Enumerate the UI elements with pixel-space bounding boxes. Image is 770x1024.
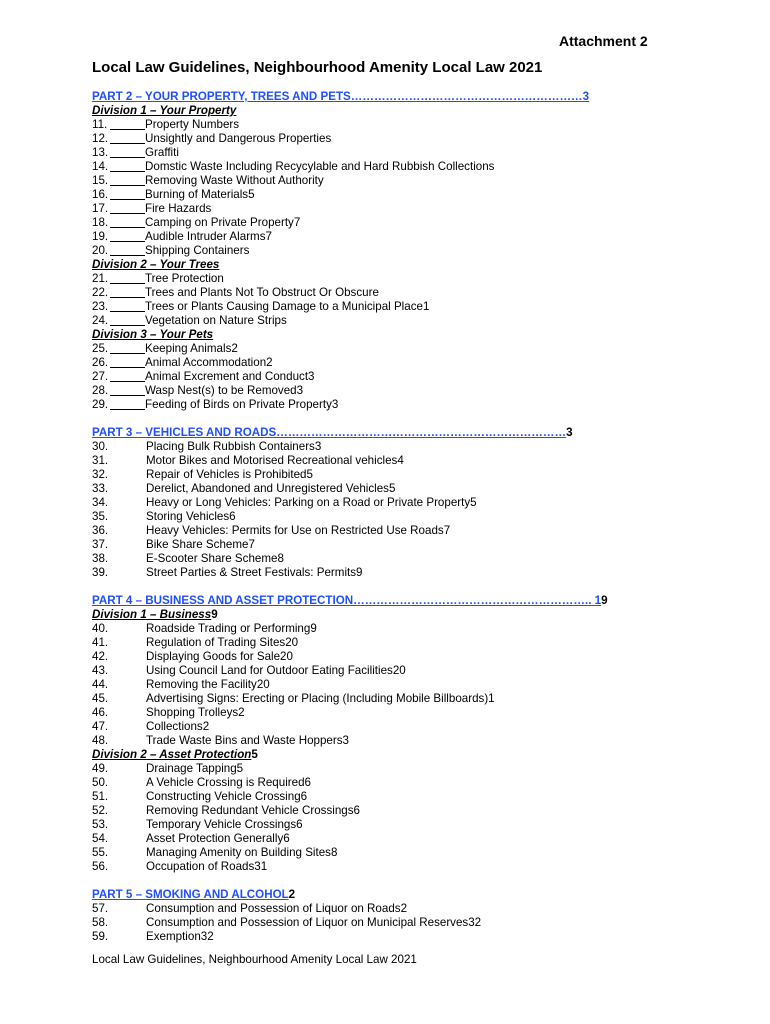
toc-entry[interactable]	[92, 706, 692, 720]
toc-entry[interactable]	[92, 370, 692, 384]
entry-number: 45.	[92, 692, 109, 705]
entry-title: Regulation of Trading Sites20	[146, 636, 299, 649]
toc-entry[interactable]	[92, 300, 692, 314]
toc-division-heading[interactable]	[92, 104, 692, 118]
toc-part-heading[interactable]	[92, 888, 692, 902]
toc-entry[interactable]	[92, 692, 692, 706]
entry-number: 16.	[92, 188, 109, 201]
toc-entry[interactable]	[92, 734, 692, 748]
entry-number: 33.	[92, 482, 109, 495]
entry-title: Animal Accommodation2	[145, 356, 273, 369]
entry-number: 59.	[92, 930, 109, 943]
toc-entry[interactable]	[92, 244, 692, 258]
entry-title: Derelict, Abandoned and Unregistered Vehicles5	[146, 482, 396, 495]
entry-blank-line	[110, 230, 145, 242]
entry-number: 52.	[92, 804, 109, 817]
toc-division-heading[interactable]	[92, 258, 692, 272]
entry-title: Consumption and Possession of Liquor on Municipal Reserves32	[146, 916, 482, 929]
entry-title: Asset Protection Generally6	[146, 832, 290, 845]
entry-title: Graffiti	[145, 146, 179, 159]
entry-title: Shopping Trolleys2	[146, 706, 245, 719]
entry-title: Trees and Plants Not To Obstruct Or Obscure	[145, 286, 379, 299]
toc-part-heading[interactable]	[92, 594, 692, 608]
entry-blank-line	[110, 342, 145, 354]
entry-number: 43.	[92, 664, 109, 677]
entry-blank-line	[110, 356, 145, 368]
toc-entry[interactable]	[92, 314, 692, 328]
entry-blank-line	[110, 188, 145, 200]
entry-number: 58.	[92, 916, 109, 929]
toc-entry[interactable]	[92, 440, 692, 454]
entry-number: 17.	[92, 202, 109, 215]
entry-title: Property Numbers	[145, 118, 240, 131]
entry-blank-line	[110, 398, 145, 410]
section-spacer	[92, 580, 692, 594]
entry-title: Vegetation on Nature Strips	[145, 314, 287, 327]
entry-number: 26.	[92, 356, 109, 369]
entry-title: Burning of Materials5	[145, 188, 255, 201]
toc-entry[interactable]	[92, 622, 692, 636]
entry-title: Placing Bulk Rubbish Containers3	[146, 440, 322, 453]
entry-number: 51.	[92, 790, 109, 803]
entry-number: 49.	[92, 762, 109, 775]
toc-entry[interactable]	[92, 846, 692, 860]
entry-number: 54.	[92, 832, 109, 845]
toc-entry[interactable]	[92, 832, 692, 846]
entry-title: Heavy or Long Vehicles: Parking on a Road or Private Property5	[146, 496, 477, 509]
division-label: Division 1 – Business	[92, 608, 212, 621]
entry-number: 31.	[92, 454, 109, 467]
toc-entry[interactable]	[92, 398, 692, 412]
toc-page-number: 3	[582, 90, 590, 103]
section-spacer	[92, 412, 692, 426]
entry-blank-line	[110, 300, 145, 312]
entry-title: Motor Bikes and Motorised Recreational vehicles4	[146, 454, 404, 467]
entry-number: 44.	[92, 678, 109, 691]
entry-title: Using Council Land for Outdoor Eating Facilities20	[146, 664, 406, 677]
toc-entry[interactable]	[92, 454, 692, 468]
toc-entry[interactable]	[92, 720, 692, 734]
toc-entry[interactable]	[92, 286, 692, 300]
entry-blank-line	[110, 286, 145, 298]
toc-entry[interactable]	[92, 790, 692, 804]
entry-blank-line	[110, 132, 145, 144]
entry-blank-line	[110, 314, 145, 326]
entry-title: Fire Hazards	[145, 202, 212, 215]
entry-title: A Vehicle Crossing is Required6	[146, 776, 311, 789]
entry-blank-line	[110, 118, 145, 130]
entry-number: 36.	[92, 524, 109, 537]
toc-entry[interactable]	[92, 216, 692, 230]
entry-number: 41.	[92, 636, 109, 649]
toc-page-number: 9	[211, 608, 218, 621]
division-label: Division 2 – Your Trees	[92, 258, 220, 271]
toc-entry[interactable]	[92, 356, 692, 370]
entry-title: Camping on Private Property7	[145, 216, 301, 229]
entry-title: E-Scooter Share Scheme8	[146, 552, 284, 565]
entry-title: Audible Intruder Alarms7	[145, 230, 272, 243]
entry-title: Removing Waste Without Authority	[145, 174, 324, 187]
entry-title: Storing Vehicles6	[146, 510, 236, 523]
entry-number: 35.	[92, 510, 109, 523]
entry-title: Unsightly and Dangerous Properties	[145, 132, 332, 145]
division-label: Division 2 – Asset Protection	[92, 748, 252, 761]
entry-title: Temporary Vehicle Crossings6	[146, 818, 303, 831]
entry-title: Displaying Goods for Sale20	[146, 650, 293, 663]
entry-number: 13.	[92, 146, 109, 159]
toc-entry[interactable]	[92, 132, 692, 146]
entry-title: Feeding of Birds on Private Property3	[145, 398, 339, 411]
toc-entry[interactable]	[92, 146, 692, 160]
entry-title: Consumption and Possession of Liquor on Roads2	[146, 902, 408, 915]
entry-blank-line	[110, 244, 145, 256]
entry-number: 28.	[92, 384, 109, 397]
entry-title: Trees or Plants Causing Damage to a Municipal Place1	[145, 300, 430, 313]
toc-part-heading[interactable]	[92, 90, 692, 104]
entry-title: Occupation of Roads31	[146, 860, 268, 873]
toc-entry[interactable]	[92, 678, 692, 692]
toc-entry[interactable]	[92, 636, 692, 650]
toc-division-heading[interactable]	[92, 748, 692, 762]
entry-number: 22.	[92, 286, 109, 299]
entry-number: 15.	[92, 174, 109, 187]
section-spacer	[92, 874, 692, 888]
entry-title: Domstic Waste Including Recycylable and Hard Rubbish Collections	[145, 160, 495, 173]
toc-part-link[interactable]: PART 2 – YOUR PROPERTY, TREES AND PETS……………………………………………………	[92, 90, 583, 103]
entry-title: Roadside Trading or Performing9	[146, 622, 317, 635]
entry-blank-line	[110, 160, 145, 172]
toc-entry[interactable]	[92, 650, 692, 664]
entry-title: Removing Redundant Vehicle Crossings6	[146, 804, 360, 817]
toc-entry[interactable]	[92, 804, 692, 818]
entry-number: 56.	[92, 860, 109, 873]
toc-entry[interactable]	[92, 230, 692, 244]
toc-part-link[interactable]: PART 4 – BUSINESS AND ASSET PROTECTION…………………………………………………….. 1	[92, 594, 602, 607]
entry-title: Tree Protection	[145, 272, 224, 285]
toc-division-heading[interactable]	[92, 608, 692, 622]
entry-number: 19.	[92, 230, 109, 243]
entry-blank-line	[110, 272, 145, 284]
toc-part-link[interactable]: PART 3 – VEHICLES AND ROADS…………………………………………………………………	[92, 426, 567, 439]
toc-entry[interactable]	[92, 160, 692, 174]
toc-entry[interactable]	[92, 762, 692, 776]
entry-number: 55.	[92, 846, 109, 859]
toc-entry[interactable]	[92, 202, 692, 216]
entry-number: 47.	[92, 720, 109, 733]
division-label: Division 1 – Your Property	[92, 104, 237, 117]
toc-page-number: 5	[251, 748, 258, 761]
toc-entry[interactable]	[92, 902, 692, 916]
toc-entry[interactable]	[92, 272, 692, 286]
entry-number: 37.	[92, 538, 109, 551]
entry-number: 23.	[92, 300, 109, 313]
entry-title: Wasp Nest(s) to be Removed3	[145, 384, 304, 397]
entry-number: 40.	[92, 622, 109, 635]
division-label: Division 3 – Your Pets	[92, 328, 214, 341]
entry-title: Constructing Vehicle Crossing6	[146, 790, 308, 803]
toc-entry[interactable]	[92, 174, 692, 188]
toc-page-number: 2	[288, 888, 296, 901]
toc-entry[interactable]	[92, 930, 692, 944]
entry-title: Removing the Facility20	[146, 678, 270, 691]
toc-entry[interactable]	[92, 538, 692, 552]
entry-number: 21.	[92, 272, 109, 285]
toc-entry[interactable]	[92, 860, 692, 874]
entry-number: 48.	[92, 734, 109, 747]
entry-number: 14.	[92, 160, 109, 173]
entry-number: 27.	[92, 370, 109, 383]
toc-entry[interactable]	[92, 552, 692, 566]
entry-title: Advertising Signs: Erecting or Placing (Including Mobile Billboards)1	[146, 692, 495, 705]
toc-entry[interactable]	[92, 510, 692, 524]
entry-title: Keeping Animals2	[145, 342, 238, 355]
entry-title: Bike Share Scheme7	[146, 538, 255, 551]
entry-number: 12.	[92, 132, 109, 145]
entry-title: Drainage Tapping5	[146, 762, 244, 775]
entry-blank-line	[110, 174, 145, 186]
entry-title: Trade Waste Bins and Waste Hoppers3	[146, 734, 349, 747]
toc-entry[interactable]	[92, 482, 692, 496]
entry-title: Shipping Containers	[145, 244, 250, 257]
entry-number: 50.	[92, 776, 109, 789]
toc-part-link[interactable]: PART 5 – SMOKING AND ALCOHOL	[92, 888, 289, 901]
toc-page-number: 9	[601, 594, 608, 607]
entry-number: 38.	[92, 552, 109, 565]
toc-entry[interactable]	[92, 818, 692, 832]
toc-entry[interactable]	[92, 566, 692, 580]
toc-part-heading[interactable]	[92, 426, 692, 440]
toc-entry[interactable]	[92, 664, 692, 678]
entry-number: 24.	[92, 314, 109, 327]
toc-entry[interactable]	[92, 468, 692, 482]
entry-blank-line	[110, 146, 145, 158]
toc-entry[interactable]	[92, 118, 692, 132]
attachment-label: Attachment 2	[559, 33, 648, 49]
page-footer: Local Law Guidelines, Neighbourhood Amenity Local Law 2021	[92, 953, 417, 966]
entry-title: Heavy Vehicles: Permits for Use on Restricted Use Roads7	[146, 524, 451, 537]
entry-title: Street Parties & Street Festivals: Permits9	[146, 566, 363, 579]
entry-number: 25.	[92, 342, 109, 355]
entry-number: 11.	[92, 118, 108, 131]
entry-number: 20.	[92, 244, 109, 257]
entry-number: 32.	[92, 468, 109, 481]
entry-title: Exemption32	[146, 930, 214, 943]
toc-entry[interactable]	[92, 776, 692, 790]
entry-number: 29.	[92, 398, 109, 411]
entry-number: 39.	[92, 566, 109, 579]
entry-number: 42.	[92, 650, 109, 663]
toc-page-number: 3	[566, 426, 573, 439]
entry-blank-line	[110, 216, 145, 228]
toc-entry[interactable]	[92, 384, 692, 398]
table-of-contents	[92, 90, 692, 944]
entry-number: 57.	[92, 902, 109, 915]
entry-title: Collections2	[146, 720, 210, 733]
entry-title: Repair of Vehicles is Prohibited5	[146, 468, 313, 481]
entry-title: Animal Excrement and Conduct3	[145, 370, 315, 383]
toc-entry[interactable]	[92, 524, 692, 538]
toc-entry[interactable]	[92, 342, 692, 356]
entry-blank-line	[110, 370, 145, 382]
document-title: Local Law Guidelines, Neighbourhood Amenity Local Law 2021	[92, 59, 543, 76]
entry-number: 53.	[92, 818, 109, 831]
entry-blank-line	[110, 384, 145, 396]
entry-title: Managing Amenity on Building Sites8	[146, 846, 338, 859]
toc-entry[interactable]	[92, 916, 692, 930]
entry-number: 18.	[92, 216, 109, 229]
entry-number: 34.	[92, 496, 109, 509]
entry-number: 30.	[92, 440, 109, 453]
toc-entry[interactable]	[92, 188, 692, 202]
entry-blank-line	[110, 202, 145, 214]
toc-entry[interactable]	[92, 496, 692, 510]
entry-number: 46.	[92, 706, 109, 719]
toc-division-heading[interactable]	[92, 328, 692, 342]
